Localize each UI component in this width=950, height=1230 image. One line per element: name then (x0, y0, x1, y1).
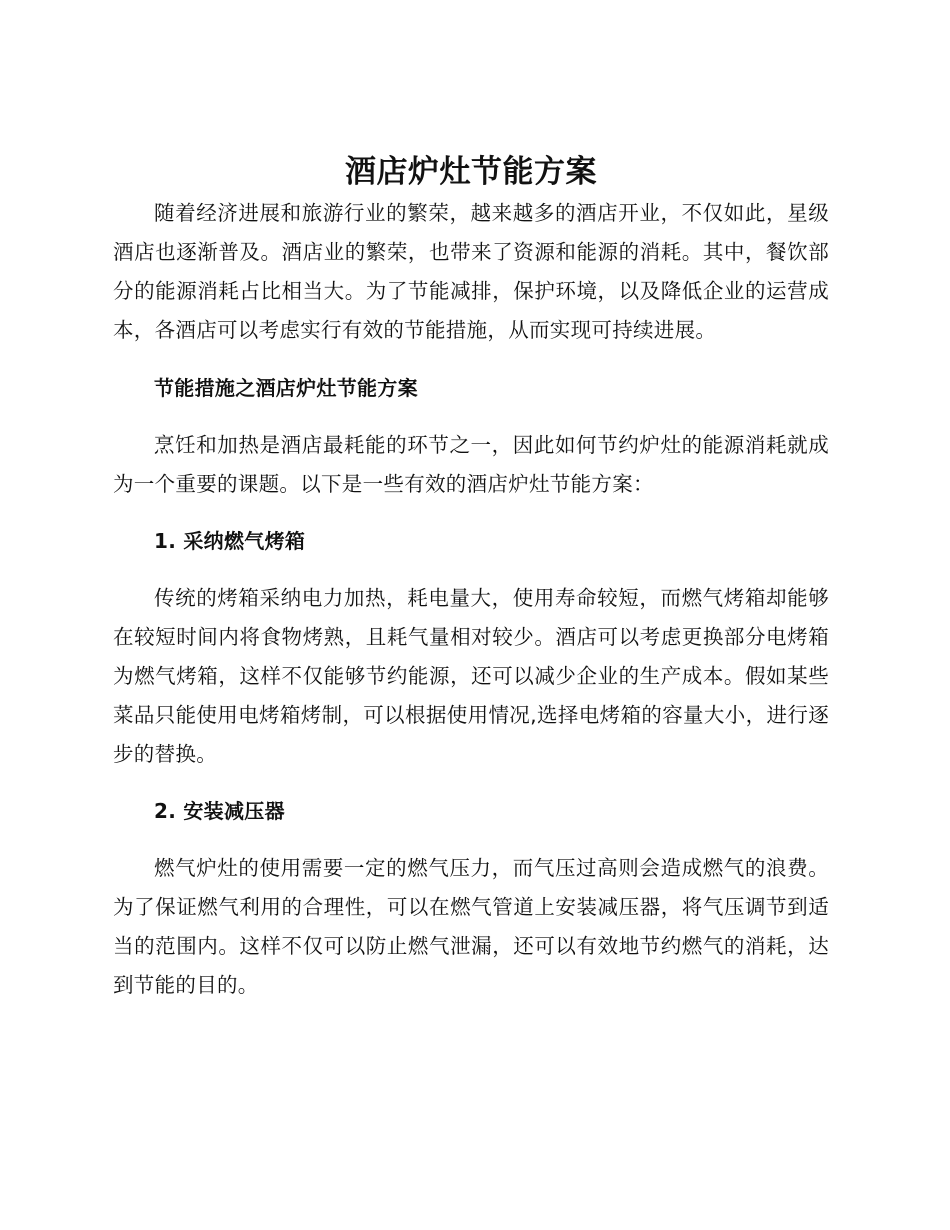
spacer (113, 504, 829, 522)
spacer (113, 561, 829, 579)
section-intro-paragraph: 烹饪和加热是酒店最耗能的环节之一，因此如何节约炉灶的能源消耗就成为一个重要的课题。以下是一些有效的酒店炉灶节能方案： (113, 433, 829, 496)
spacer (113, 774, 829, 792)
document-title: 酒店炉灶节能方案 (345, 154, 597, 190)
item-body-2: 燃气炉灶的使用需要一定的燃气压力，而气压过高则会造成燃气的浪费。为了保证燃气利用的合理性，可以在燃气管道上安装减压器，将气压调节到适当的范围内。这样不仅可以防止燃气泄漏，还可以有效地节约燃气的消耗，达到节能的目的。 (113, 856, 829, 997)
spacer (113, 831, 829, 849)
intro-paragraph: 随着经济进展和旅游行业的繁荣，越来越多的酒店开业，不仅如此，星级酒店也逐渐普及。酒店业的繁荣，也带来了资源和能源的消耗。其中，餐饮部分的能源消耗占比相当大。为了节能减排，保护环境，以及降低企业的运营成本，各酒店可以考虑实行有效的节能措施，从而实现可持续进展。 (113, 201, 829, 342)
spacer (113, 408, 829, 426)
spacer (113, 350, 829, 369)
section-heading: 节能措施之酒店炉灶节能方案 (154, 376, 418, 400)
item-heading-2: 2. 安装减压器 (154, 799, 285, 823)
item-heading-1: 1. 采纳燃气烤箱 (154, 529, 306, 553)
document-page (113, 150, 829, 1005)
item-body-1: 传统的烤箱采纳电力加热，耗电量大，使用寿命较短，而燃气烤箱却能够在较短时间内将食物烤熟，且耗气量相对较少。酒店可以考虑更换部分电烤箱为燃气烤箱，这样不仅能够节约能源，还可以减少企业的生产成本。假如某些菜品只能使用电烤箱烤制，可以根据使用情况,选择电烤箱的容量大小，进行逐步的替换。 (113, 586, 829, 766)
